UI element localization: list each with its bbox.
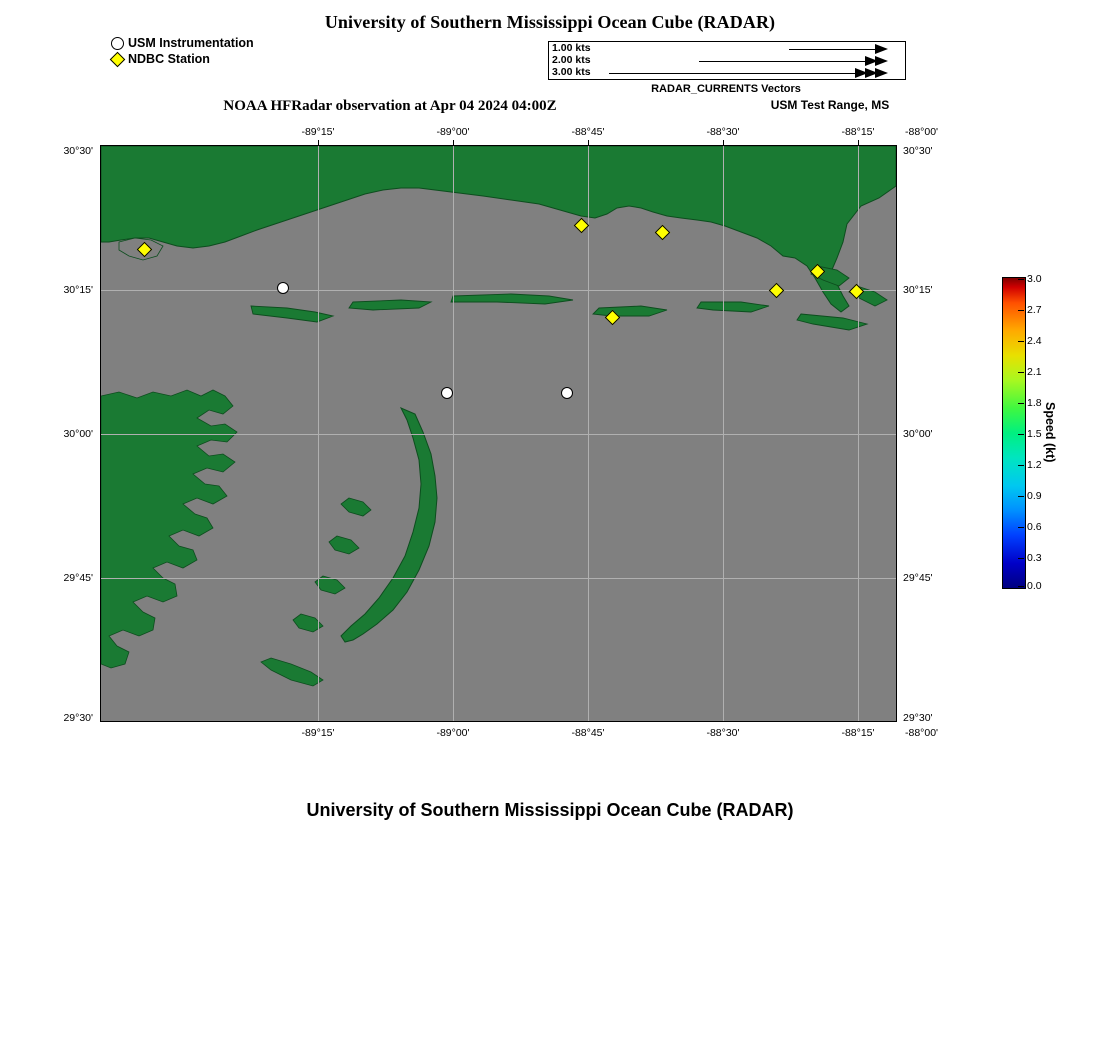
circle-icon (110, 36, 128, 51)
axis-label-lon-bottom-1: -89°15' (301, 727, 335, 739)
axis-label-lat-right-5: 29°30' (903, 712, 933, 724)
colorbar-tick-label-03: 0.3 (1027, 552, 1042, 564)
vector-shaft-2 (699, 61, 875, 62)
legend-item-ndbc (110, 52, 254, 67)
legend-label-usm: USM Instrumentation (128, 36, 254, 50)
delta-marsh (101, 390, 237, 668)
grid-line-lat-2945 (101, 578, 896, 579)
vector-arrowhead-icon-2b (865, 56, 878, 66)
colorbar-tickmark (1018, 372, 1024, 373)
tickmark-top (453, 140, 454, 145)
usm-instrumentation-marker[interactable] (561, 387, 573, 399)
colorbar-axis-label: Speed (kt) (1043, 402, 1057, 463)
colorbar-tickmark (1018, 496, 1024, 497)
chandeleur-arc (341, 408, 437, 642)
range-title: USM Test Range, MS (770, 98, 890, 112)
colorbar-tick-label-09: 0.9 (1027, 490, 1042, 502)
observation-subtitle: NOAA HFRadar observation at Apr 04 2024 04:00Z (223, 98, 557, 114)
footer-title: University of Southern Mississippi Ocean Cube (RADAR) (306, 800, 794, 820)
axis-label-lat-right-2: 30°15' (903, 284, 933, 296)
colorbar-tick-label-18: 1.8 (1027, 397, 1042, 409)
axis-label-lon-bottom-6: -88°00' (905, 727, 939, 739)
colorbar-tick-label-30: 3.0 (1027, 273, 1042, 285)
colorbar-tickmark (1018, 558, 1024, 559)
colorbar-tick-label-24: 2.4 (1027, 335, 1042, 347)
axis-label-lon-bottom-3: -88°45' (571, 727, 605, 739)
page-title: University of Southern Mississippi Ocean Cube (RADAR) (324, 12, 776, 32)
axis-label-lon-top-6: -88°00' (905, 126, 939, 138)
colorbar-tick-label-12: 1.2 (1027, 459, 1042, 471)
vector-arrowhead-icon-3c (855, 68, 868, 78)
vector-key-row-1 (549, 43, 905, 55)
vector-key-row-2 (549, 55, 905, 67)
colorbar-gradient (1002, 277, 1026, 589)
axis-label-lon-top-2: -89°00' (436, 126, 470, 138)
colorbar-tickmark (1018, 403, 1024, 404)
axis-label-lon-bottom-5: -88°15' (841, 727, 875, 739)
legend-item-usm (110, 36, 254, 51)
diamond-icon (110, 52, 128, 67)
vector-shaft-3 (609, 73, 875, 74)
axis-label-lat-left-5: 29°30' (63, 712, 93, 724)
vector-key-row-3 (549, 67, 905, 79)
axis-label-lat-left-1: 30°30' (63, 145, 93, 157)
colorbar-tickmark (1018, 310, 1024, 311)
barrier-islands (251, 294, 867, 330)
axis-label-lat-left-4: 29°45' (63, 572, 93, 584)
vector-key-label-1: 1.00 kts (552, 42, 591, 54)
vector-key-label-3: 3.00 kts (552, 66, 591, 78)
axis-label-lon-top-1: -89°15' (301, 126, 335, 138)
axis-label-lat-right-4: 29°45' (903, 572, 933, 584)
colorbar-tickmark (1018, 279, 1024, 280)
usm-instrumentation-marker[interactable] (277, 282, 289, 294)
colorbar-tickmark (1018, 527, 1024, 528)
colorbar-tick-label-06: 0.6 (1027, 521, 1042, 533)
axis-label-lon-top-5: -88°15' (841, 126, 875, 138)
colorbar-tick-label-15: 1.5 (1027, 428, 1042, 440)
vector-shaft-1 (789, 49, 875, 50)
tickmark-top (588, 140, 589, 145)
map-canvas[interactable] (100, 145, 897, 722)
colorbar-tick-label-00: 0.0 (1027, 580, 1042, 592)
station-legend (110, 36, 254, 68)
vector-arrowhead-icon-1 (875, 44, 888, 54)
vector-scale-key (548, 41, 906, 80)
axis-label-lat-right-1: 30°30' (903, 145, 933, 157)
colorbar-tickmark (1018, 434, 1024, 435)
axis-label-lon-bottom-2: -89°00' (436, 727, 470, 739)
axis-label-lon-top-3: -88°45' (571, 126, 605, 138)
colorbar-tickmark (1018, 465, 1024, 466)
axis-label-lon-bottom-4: -88°30' (706, 727, 740, 739)
grid-line-lat-3000 (101, 434, 896, 435)
islet-group-south (261, 498, 371, 686)
axis-label-lon-top-4: -88°30' (706, 126, 740, 138)
usm-instrumentation-marker[interactable] (441, 387, 453, 399)
colorbar-tickmark (1018, 586, 1024, 587)
axis-label-lat-left-2: 30°15' (63, 284, 93, 296)
axis-label-lat-left-3: 30°00' (63, 428, 93, 440)
colorbar-tickmark (1018, 341, 1024, 342)
axis-label-lat-right-3: 30°00' (903, 428, 933, 440)
vector-key-caption: RADAR_CURRENTS Vectors (651, 83, 801, 95)
tickmark-top (858, 140, 859, 145)
tickmark-top (318, 140, 319, 145)
colorbar-tick-label-21: 2.1 (1027, 366, 1042, 378)
tickmark-top (723, 140, 724, 145)
legend-label-ndbc: NDBC Station (128, 52, 210, 66)
vector-key-label-2: 2.00 kts (552, 54, 591, 66)
colorbar-tick-label-27: 2.7 (1027, 304, 1042, 316)
